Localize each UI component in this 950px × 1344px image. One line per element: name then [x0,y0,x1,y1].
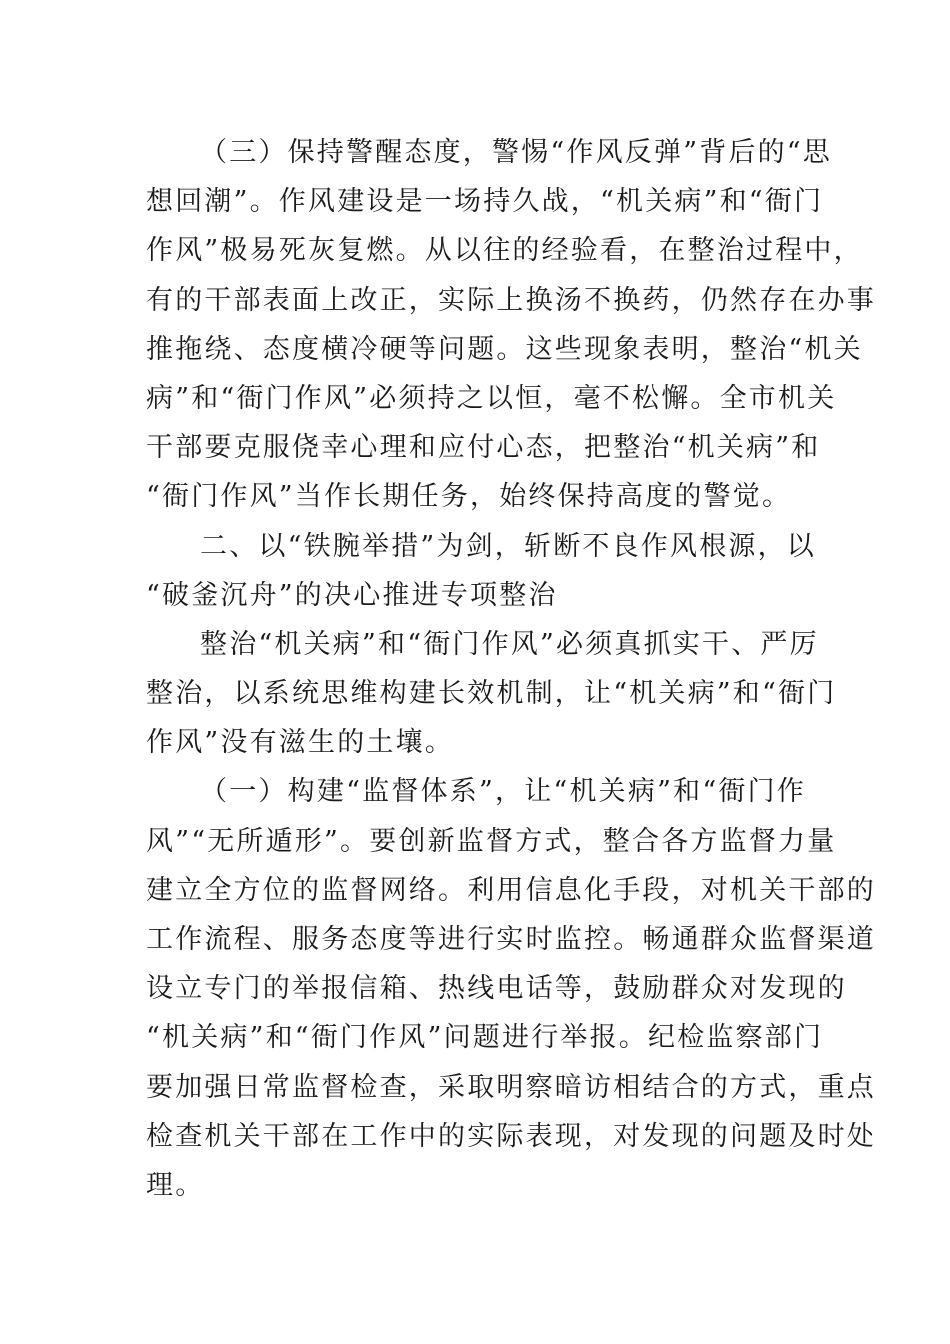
paragraph-line: 作风”极易死灰复燃。从以往的经验看，在整治过程中， [146,235,863,267]
paragraph-line: （一）构建“监督体系”，让“机关病”和“衙门作 [200,776,806,808]
document-body [146,128,876,1210]
paragraph-line: 要加强日常监督检查，采取明察暗访相结合的方式，重点 [146,1071,876,1103]
paragraph-line: 整治，以系统思维构建长效机制，让“机关病”和“衙门 [146,678,837,710]
paragraph-line: “机关病”和“衙门作风”问题进行举报。纪检监察部门 [146,1022,824,1054]
paragraph-line: 工作流程、服务态度等进行实时监控。畅通群众监督渠道 [146,924,876,955]
paragraph-line: 检查机关干部在工作中的实际表现，对发现的问题及时处 [146,1120,876,1152]
paragraph-line: （三）保持警醒态度，警惕“作风反弹”背后的“思 [200,137,833,168]
paragraph-line: 建立全方位的监督网络。利用信息化手段，对机关干部的 [146,874,876,906]
paragraph-line: 推拖绕、态度横冷硬等问题。这些现象表明，整治“机关 [146,333,863,365]
paragraph-line: 干部要克服侥幸心理和应付心态，把整治“机关病”和 [146,432,821,464]
paragraph-line: 作风”没有滋生的土壤。 [146,727,455,759]
section-heading-line: 二、以“铁腕举措”为剑，斩断不良作风根源，以 [200,530,817,562]
paragraph-line: 病”和“衙门作风”必须持之以恒，毫不松懈。全市机关 [146,382,837,414]
paragraph-line: 想回潮”。作风建设是一场持久战，“机关病”和“衙门 [146,186,824,218]
paragraph-line: 风”“无所遁形”。要创新监督方式，整合各方监督力量 [146,825,837,857]
paragraph-line: “衙门作风”当作长期任务，始终保持高度的警觉。 [146,481,792,513]
section-heading-line: “破釜沉舟”的决心推进专项整治 [146,579,558,611]
paragraph-line: 有的干部表面上改正，实际上换汤不换药，仍然存在办事 [146,284,876,316]
paragraph-line: 整治“机关病”和“衙门作风”必须真抓实干、严厉 [200,628,819,660]
paragraph-line: 理。 [146,1169,205,1201]
paragraph-line: 设立专门的举报信箱、热线电话等，鼓励群众对发现的 [146,973,847,1005]
